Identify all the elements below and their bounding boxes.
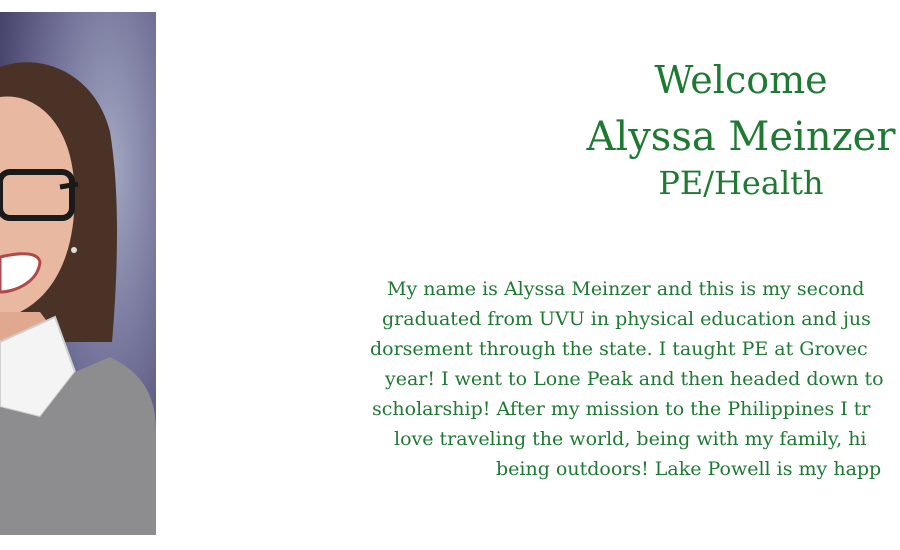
bio-line: My name is Alyssa Meinzer and this is my second	[387, 278, 865, 300]
teacher-subject: PE/Health	[658, 164, 824, 202]
bio-line: being outdoors! Lake Powell is my happ	[496, 458, 882, 480]
bio-line: dorsement through the state. I taught PE at Grovec	[370, 338, 868, 360]
teacher-name: Alyssa Meinzer	[586, 114, 896, 160]
bio-line: graduated from UVU in physical education and jus	[382, 308, 871, 330]
welcome-heading: Welcome	[654, 58, 828, 102]
bio-line: love traveling the world, being with my family, hi	[394, 428, 867, 450]
bio-line: scholarship! After my mission to the Philippines I tr	[372, 398, 871, 420]
teacher-portrait-photo	[0, 12, 156, 535]
bio-line: year! I went to Lone Peak and then headed down to	[385, 368, 884, 390]
